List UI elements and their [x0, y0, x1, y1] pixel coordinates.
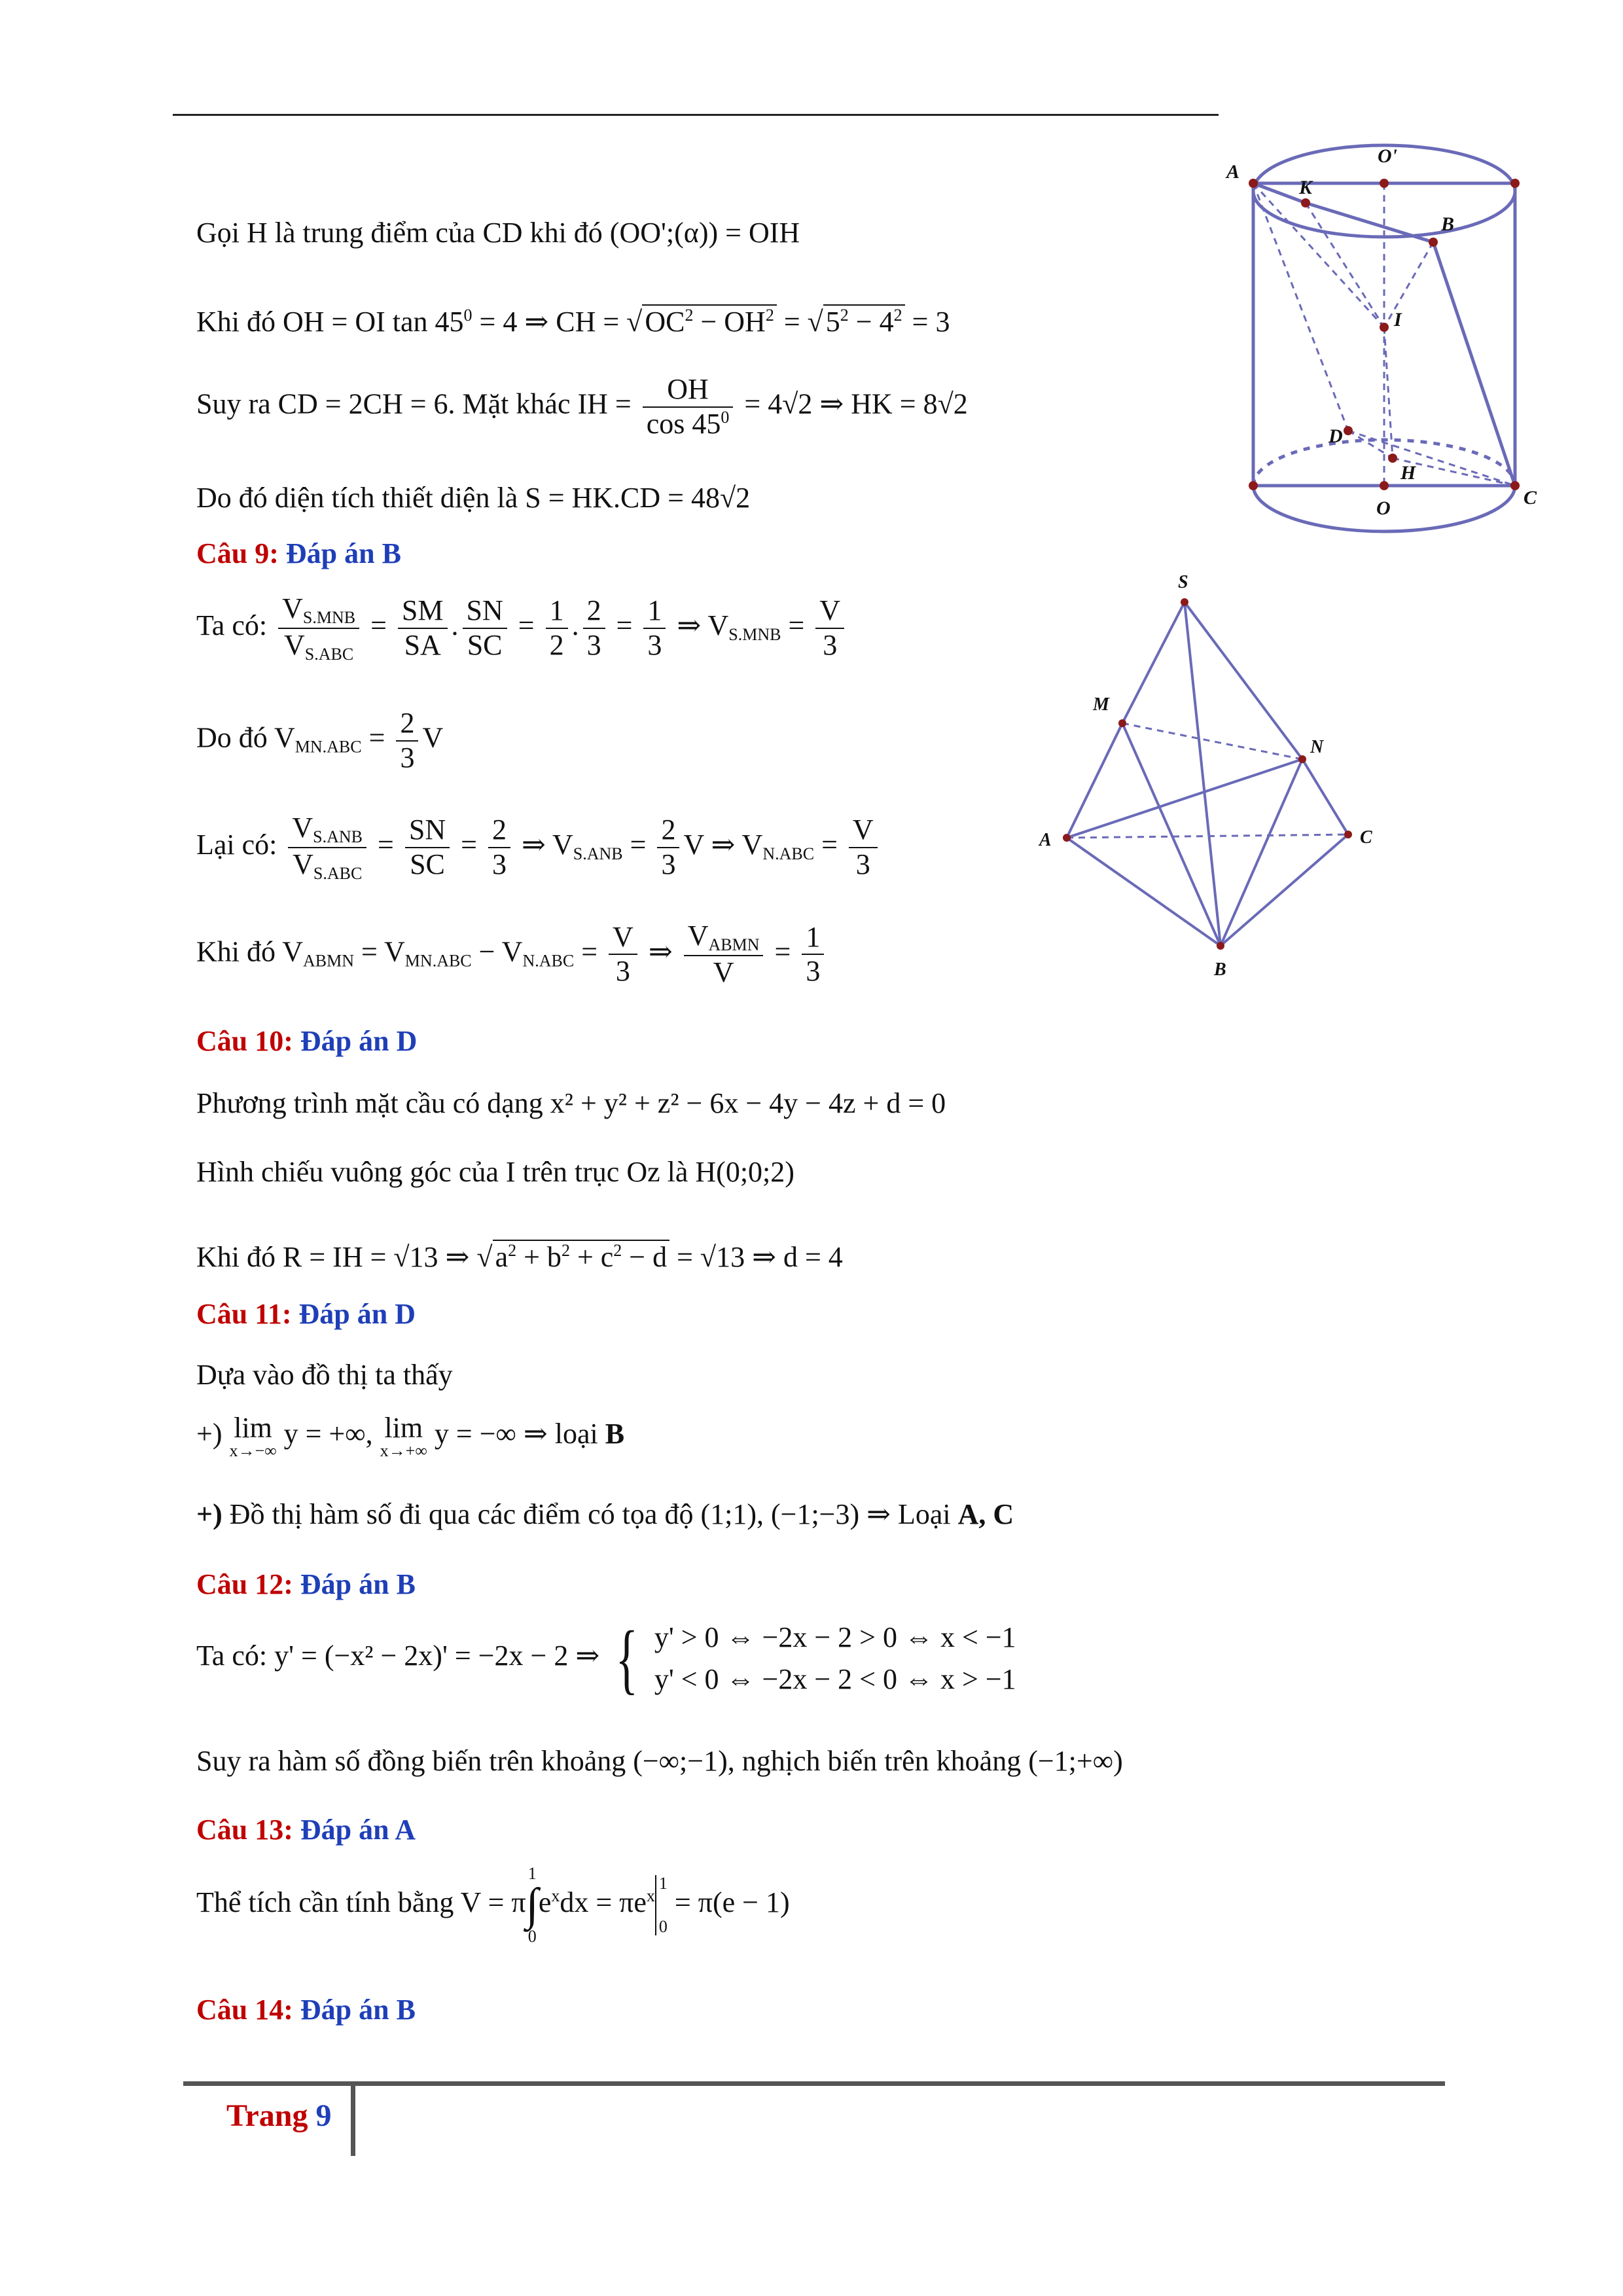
math: = 4√2 ⇒ HK = 8√2	[744, 387, 968, 420]
q10-line3: Khi đó R = IH = √13 ⇒ $√a^2 + b^2 + c^2 - d = √13$ ⇒ d = 4	[196, 1241, 843, 1273]
math: = 4 ⇒ CH =	[479, 306, 620, 338]
label-C: C	[1524, 487, 1537, 509]
text: Gọi H là trung điểm của CD khi đó	[196, 217, 603, 249]
q14-heading: Câu 14: Đáp án B	[196, 1994, 416, 2026]
math: S = HK.CD = 48√2	[525, 482, 751, 514]
q11-line3: +) Đồ thị hàm số đi qua các điểm có tọa độ (1;1), (−1;−3) ⇒ Loại A, C	[196, 1498, 1014, 1530]
q11-heading: Câu 11: Đáp án D	[196, 1298, 416, 1330]
text: . Mặt khác	[448, 387, 571, 420]
label-A: A	[1039, 830, 1052, 850]
q12-line1: Ta có: y' = (−x² − 2x)' = −2x − 2 ⇒ { y' > 0 ⇔ −2x − 2 > 0 ⇔ x < −1 y' < 0 ⇔ −2x − 2 < 0 ⇔ x > −1	[196, 1614, 1016, 1702]
footer-rule	[183, 2081, 1445, 2086]
q9-line3: Lại có: $\frac{V_{S.ANB}}{V_{S.ABC}}$ = $\frac{SN}{SC}$ = $\frac{2}{3}$ ⇒ $V_{S.ANB}$ = $\frac{2}{3}$ V ⇒ $V_{N.ABC}$ = $\frac{V}{3}$	[196, 812, 882, 884]
text: Suy ra	[196, 387, 271, 420]
cylinder-figure	[1217, 118, 1544, 576]
footer-divider	[351, 2084, 355, 2156]
q9-heading: Câu 9: Đáp án B	[196, 537, 401, 569]
math: = 3	[912, 306, 950, 338]
q9-line4: Khi đó $V_{ABMN} = V_{MN.ABC} - V_{N.ABC}$ = $\frac{V}{3}$ ⇒ $\frac{V_{ABMN}}{V}$ = $\frac{1}{3}$	[196, 920, 828, 989]
q11-line1: Dựa vào đồ thị ta thấy	[196, 1359, 453, 1391]
label-B: B	[1214, 960, 1226, 980]
label-O: O	[1376, 497, 1391, 519]
q9-line2: Do đó $V_{MN.ABC}$ = $\frac{2}{3}$ V	[196, 707, 444, 774]
label-N: N	[1310, 737, 1324, 757]
q10-line1: Phương trình mặt cầu có dạng x² + y² + z² − 6x − 4y − 4z + d = 0	[196, 1087, 946, 1119]
q10-heading: Câu 10: Đáp án D	[196, 1025, 418, 1057]
label-C: C	[1360, 827, 1372, 848]
q10-line2: Hình chiếu vuông góc của I trên trục Oz là H(0;0;2)	[196, 1156, 794, 1188]
label-O-prime: O'	[1378, 145, 1397, 167]
label-M: M	[1093, 694, 1109, 715]
header-rule	[173, 114, 1219, 116]
sol8-line2: Khi đó OH = OI $\tan 45^0 = 4$ ⇒ CH = $√OC^2 - OH^2 = √5^2 - 4^2 = 3$	[196, 306, 950, 338]
label-D: D	[1329, 425, 1343, 447]
label-B: B	[1441, 213, 1455, 235]
q12-line2: Suy ra hàm số đồng biến trên khoảng (−∞;−1), nghịch biến trên khoảng (−1;+∞)	[196, 1745, 1123, 1777]
label-S: S	[1178, 572, 1188, 592]
sol8-line1	[196, 216, 800, 251]
q9-line1: Ta có: $\frac{V_{S.MNB}}{V_{S.ABC}}$ = $\frac{SM}{SA}$ . $\frac{SN}{SC}$ = $\frac{1}{2}$ . $\frac{2}{3}$ = $\frac{1}{3}$ ⇒ $V_{S.MNB}$ = $\frac{V}{3}$	[196, 592, 848, 664]
label-H: H	[1400, 462, 1416, 484]
sol8-line4	[196, 481, 750, 516]
page-number: Trang 9	[226, 2098, 332, 2133]
sol8-line3	[196, 373, 968, 440]
q13-line1: Thể tích cần tính bằng V = π1 ∫ $0e^xdx = \pi e^x1$ 0 = π(e − 1)	[196, 1864, 790, 1946]
math: CD = 2CH = 6	[277, 387, 448, 420]
q12-heading: Câu 12: Đáp án B	[196, 1568, 416, 1600]
label-I: I	[1394, 309, 1402, 331]
math: IH =	[577, 387, 632, 420]
label-A: A	[1226, 161, 1240, 183]
q13-heading: Câu 13: Đáp án A	[196, 1814, 416, 1846]
math: OH = OI tan 45	[283, 306, 464, 338]
q11-line2: +) lim x→−∞ y = +∞, lim x→+∞ y = −∞ ⇒ loại B	[196, 1412, 625, 1460]
text: Khi đó	[196, 306, 276, 338]
text: Do đó diện tích thiết diện là	[196, 482, 518, 514]
fraction: $\frac{OH}{\cos 45^0}$	[643, 373, 734, 440]
label-K: K	[1299, 177, 1313, 198]
pyramid-figure	[1027, 563, 1394, 995]
math: (OO';(α)) = OIH	[609, 217, 800, 249]
